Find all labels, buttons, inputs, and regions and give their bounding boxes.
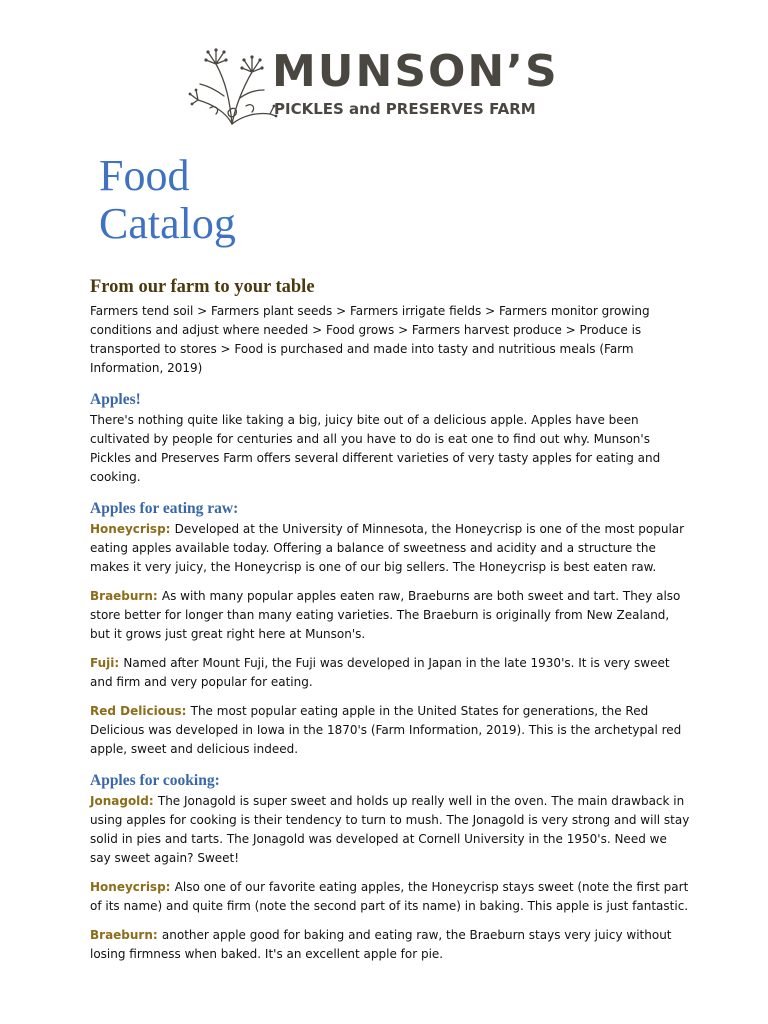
brand-name: MUNSON’S: [272, 46, 559, 97]
dill-plant-logo-icon: [186, 42, 278, 126]
cooking-heading: Apples for cooking:: [90, 772, 220, 789]
intro-text: Farmers tend soil > Farmers plant seeds > Farmers irrigate fields > Farmers monitor growing conditions and adjust where needed > Food grows > Farmers harvest produce > Produce is transported to stores > Food is purchased and made into tasty and nutritious meals (Farm Information, 2019): [90, 304, 650, 375]
brand-subtitle: PICKLES and PRESERVES FARM: [274, 100, 536, 118]
apple-entry: Red Delicious: The most popular eating apple in the United States for generations, the Red Delicious was developed in Iowa in the 1870's (Farm Information, 2019). This is the archetypal red apple, sweet and delicious indeed.: [90, 704, 682, 756]
apple-description: The most popular eating apple in the United States for generations, the Red Delicious was developed in Iowa in the 1870's (Farm Information, 2019). This is the archetypal red apple, sweet and delicious indeed.: [90, 704, 682, 756]
apple-name: Fuji: [90, 656, 115, 670]
apple-name: Braeburn: [90, 928, 153, 942]
apple-entry: Honeycrisp: Developed at the University of Minnesota, the Honeycrisp is one of the most popular eating apples available today. Offering a balance of sweetness and acidity and a structure the makes it very juicy, the Honeycrisp is one of our big sellers. The Honeycrisp is best eaten raw.: [90, 522, 685, 574]
intro-heading: From our farm to your table: [90, 277, 315, 297]
apple-entry: Braeburn: another apple good for baking and eating raw, the Braeburn stays very juicy without losing firmness when baked. It's an excellent apple for pie.: [90, 928, 672, 961]
apple-description: The Jonagold is super sweet and holds up really well in the oven. The main drawback in using apples for cooking is their tendency to turn to mush. The Jonagold is very strong and will stay solid in pies and tarts. The Jonagold was developed at Cornell University in the 1950's. Need we say sweet again? Sweet!: [90, 794, 690, 865]
apple-name: Jonagold: [90, 794, 149, 808]
apple-description: Named after Mount Fuji, the Fuji was developed in Japan in the late 1930's. It is very sweet and firm and very popular for eating.: [90, 656, 670, 689]
apple-entry: Braeburn: As with many popular apples eaten raw, Braeburns are both sweet and tart. They also store better for longer than many eating varieties. The Braeburn is originally from New Zealand, but it grows just great right here at Munson's.: [90, 589, 681, 641]
title-line-2: Catalog: [99, 199, 236, 248]
apple-description: another apple good for baking and eating raw, the Braeburn stays very juicy without losing firmness when baked. It's an excellent apple for pie.: [90, 928, 672, 961]
brand-header: [186, 42, 586, 126]
apples-heading: Apples!: [90, 391, 141, 408]
apple-name: Honeycrisp: [90, 880, 166, 894]
title-line-1: Food: [99, 151, 190, 200]
eating-raw-heading: Apples for eating raw:: [90, 500, 239, 517]
apple-name: Red Delicious: [90, 704, 182, 718]
apple-description: Also one of our favorite eating apples, the Honeycrisp stays sweet (note the first part of its name) and quite firm (note the second part of its name) in baking. This apple is just fantastic.: [90, 880, 689, 913]
apple-description: Developed at the University of Minnesota, the Honeycrisp is one of the most popular eating apples available today. Offering a balance of sweetness and acidity and a structure the makes it very juicy, the Honeycrisp is one of our big sellers. The Honeycrisp is best eaten raw.: [90, 522, 685, 574]
apple-entry: Jonagold: The Jonagold is super sweet and holds up really well in the oven. The main drawback in using apples for cooking is their tendency to turn to mush. The Jonagold is very strong and will stay solid in pies and tarts. The Jonagold was developed at Cornell University in the 1950's. Need we say sweet again? Sweet!: [90, 794, 690, 865]
apple-entry: Fuji: Named after Mount Fuji, the Fuji was developed in Japan in the late 1930's. It is very sweet and firm and very popular for eating.: [90, 656, 670, 689]
apple-name: Braeburn: [90, 589, 153, 603]
document-body: [90, 276, 690, 964]
apple-description: As with many popular apples eaten raw, Braeburns are both sweet and tart. They also store better for longer than many eating varieties. The Braeburn is originally from New Zealand, but it grows just great right here at Munson's.: [90, 589, 681, 641]
apple-entry: Honeycrisp: Also one of our favorite eating apples, the Honeycrisp stays sweet (note the first part of its name) and quite firm (note the second part of its name) in baking. This apple is just fantastic.: [90, 880, 689, 913]
apples-text: There's nothing quite like taking a big, juicy bite out of a delicious apple. Apples have been cultivated by people for centuries and all you have to do is eat one to find out why. Munson's Pickles and Preserves Farm offers several different varieties of very tasty apples for eating and cooking.: [90, 413, 661, 484]
document-title: [99, 152, 236, 248]
apple-name: Honeycrisp: [90, 522, 166, 536]
